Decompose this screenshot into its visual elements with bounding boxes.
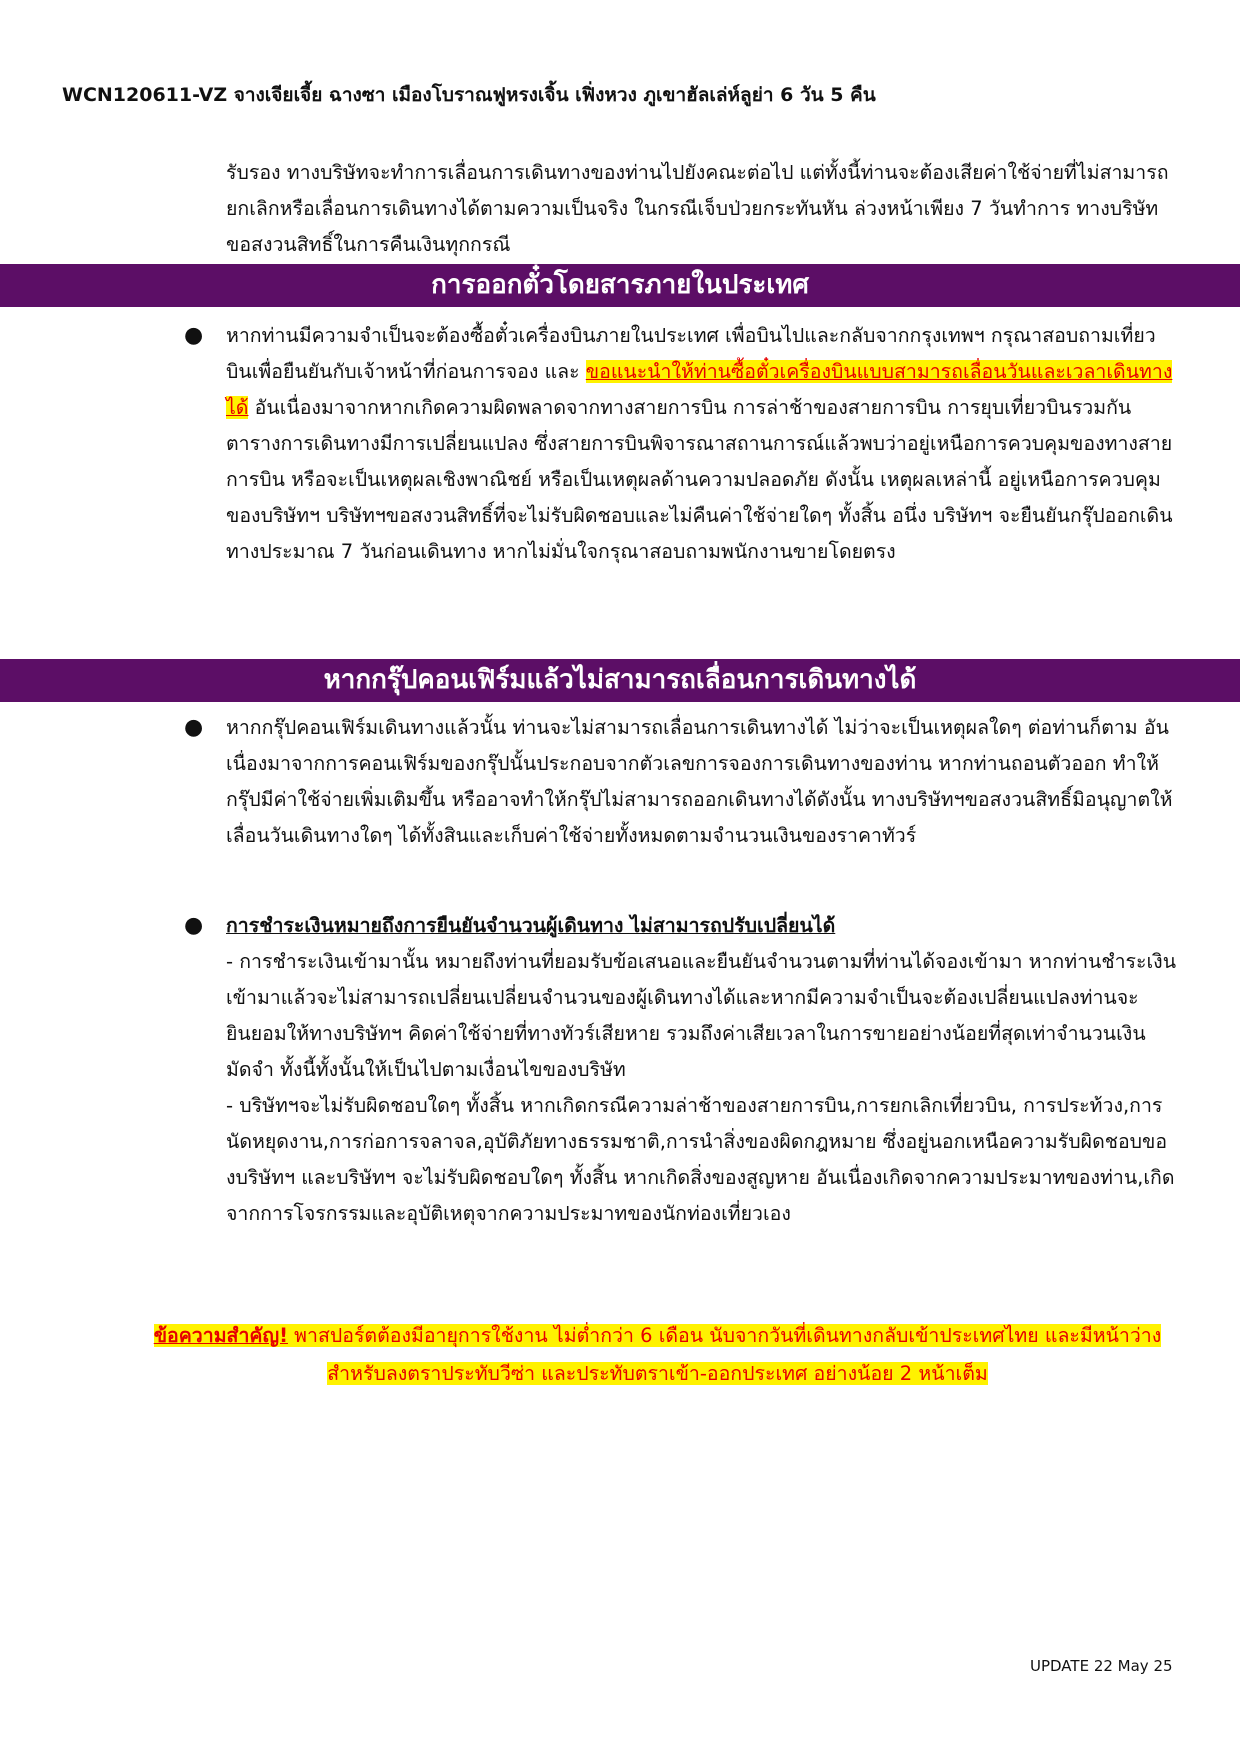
- bullet-text-continued: อันเนื่องมาจากหากเกิดความผิดพลาดจากทางสายการบิน การล่าช้าของสายการบิน การยุบเที่ยวบินรวมกันตารางการเดินทางมีการเปลี่ยนแปลง ซึ่งสายการบินพิจารณาสถานการณ์แล้วพบว่าอยู่เหนือการควบคุมของทางสายการบิน หรือจะเป็นเหตุผลเชิงพาณิชย์ หรือเป็นเหตุผลด้านความปลอดภัย ดังนั้น เหตุผลเหล่านี้ อยู่เหนือการควบคุมของบริษัทฯ บริษัทฯขอสงวนสิทธิ์ที่จะไม่รับผิดชอบและไม่คืนค่าใช้จ่ายใดๆ ทั้งสิ้น อนึ่ง บริษัทฯ จะยืนยันกรุ๊ปออกเดินทางประมาณ 7 วันก่อนเดินทาง หากไม่มั่นใจกรุณาสอบถามพนักงานขายโดยตรง: [226, 396, 1173, 563]
- notice-label: ข้อความสำคัญ!: [153, 1324, 288, 1347]
- important-notice: [140, 1317, 1175, 1393]
- bullet-icon: ●: [184, 913, 204, 938]
- notice-text: พาสปอร์ตต้องมีอายุการใช้งาน ไม่ต่ำกว่า 6 เดือน นับจากวันที่เดินทางกลับเข้าประเทศไทย และมีหน้าว่างสำหรับลงตราประทับวีซ่า และประทับตราเข้า-ออกประเทศ อย่างน้อย 2 หน้าเต็ม: [287, 1324, 1162, 1385]
- bullet-text: หากท่านมีความจำเป็นจะต้องซื้อตั๋วเครื่องบินภายในประเทศ เพื่อบินไปและกลับจากกรุงเทพฯ กรุณาสอบถามเที่ยวบินเพื่อยืนยันกับเจ้าหน้าที่ก่อนการจอง และ: [226, 324, 1156, 383]
- section-heading-no-postpone: หากกรุ๊ปคอนเฟิร์มแล้วไม่สามารถเลื่อนการเดินทางได้: [0, 659, 1240, 702]
- list-item: [184, 908, 1181, 1232]
- update-date: UPDATE 22 May 25: [1030, 1657, 1173, 1675]
- liability-paragraph: - บริษัทฯจะไม่รับผิดชอบใดๆ ทั้งสิ้น หากเกิดกรณีความล่าช้าของสายการบิน,การยกเลิกเที่ยวบิน, การประท้วง,การนัดหยุดงาน,การก่อการจลาจล,อุบัติภัยทางธรรมชาติ,การนำสิ่งของผิดกฎหมาย ซึ่งอยู่นอกเหนือความรับผิดชอบของบริษัทฯ และบริษัทฯ จะไม่รับผิดชอบใดๆ ทั้งสิ้น หากเกิดสิ่งของสูญหาย อันเนื่องเกิดจากความประมาทของท่าน,เกิดจากการโจรกรรมและอุบัติเหตุจากความประมาทของนักท่องเที่ยวเอง: [226, 1094, 1175, 1225]
- list-item: [184, 318, 1181, 570]
- document-title: WCN120611-VZ จางเจียเจี้ย ฉางซา เมืองโบราณฟูหรงเจิ้น เฟิ่งหวง ภูเขาฮัลเล่ห์ลูย่า 6 วัน 5 คืน: [62, 84, 876, 106]
- highlighted-recommendation: ขอแนะนำให้ท่านซื้อตั๋วเครื่องบินแบบสามารถเลื่อนวันและเวลาเดินทางได้: [226, 360, 1173, 419]
- payment-terms-title: การชำระเงินหมายถึงการยืนยันจำนวนผู้เดินทาง ไม่สามารถปรับเปลี่ยนได้: [226, 914, 836, 937]
- bullet-text: หากกรุ๊ปคอนเฟิร์มเดินทางแล้วนั้น ท่านจะไม่สามารถเลื่อนการเดินทางได้ ไม่ว่าจะเป็นเหตุผลใดๆ ต่อท่านก็ตาม อันเนื่องมาจากการคอนเฟิร์มของกรุ๊ปนั้นประกอบจากตัวเลขการจองการเดินทางของท่าน หากท่านถอนตัวออก ทำให้กรุ๊ปมีค่าใช้จ่ายเพิ่มเติมขึ้น หรืออาจทำให้กรุ๊ปไม่สามารถออกเดินทางได้ดังนั้น ทางบริษัทฯขอสงวนสิทธิ์มิอนุญาตให้เลื่อนวันเดินทางใดๆ ได้ทั้งสินและเก็บค่าใช้จ่ายทั้งหมดตามจำนวนเงินของราคาทัวร์: [226, 716, 1173, 847]
- payment-terms-paragraph: - การชำระเงินเข้ามานั้น หมายถึงท่านที่ยอมรับข้อเสนอและยืนยันจำนวนตามที่ท่านได้จองเข้ามา หากท่านชำระเงินเข้ามาแล้วจะไม่สามารถเปลี่ยนเปลี่ยนจำนวนของผู้เดินทางได้และหากมีความจำเป็นจะต้องเปลี่ยนแปลงท่านจะยินยอมให้ทางบริษัทฯ คิดค่าใช้จ่ายที่ทางทัวร์เสียหาย รวมถึงค่าเสียเวลาในการขายอย่างน้อยที่สุดเท่าจำนวนเงินมัดจำ ทั้งนี้ทั้งนั้นให้เป็นไปตามเงื่อนไขของบริษัท: [226, 950, 1177, 1081]
- list-item: [184, 710, 1181, 854]
- intro-paragraph: รับรอง ทางบริษัทจะทำการเลื่อนการเดินทางของท่านไปยังคณะต่อไป แต่ทั้งนี้ท่านจะต้องเสียค่าใช้จ่ายที่ไม่สามารถยกเลิกหรือเลื่อนการเดินทางได้ตามความเป็นจริง ในกรณีเจ็บป่วยกระทันหัน ล่วงหน้าเพียง 7 วันทำการ ทางบริษัท ขอสงวนสิทธิ์ในการคืนเงินทุกกรณี: [226, 161, 1169, 256]
- section-heading-domestic-tickets: การออกตั๋วโดยสารภายในประเทศ: [0, 264, 1240, 307]
- bullet-icon: ●: [184, 715, 204, 740]
- notice-highlight: [154, 1324, 1162, 1385]
- bullet-icon: ●: [184, 323, 204, 348]
